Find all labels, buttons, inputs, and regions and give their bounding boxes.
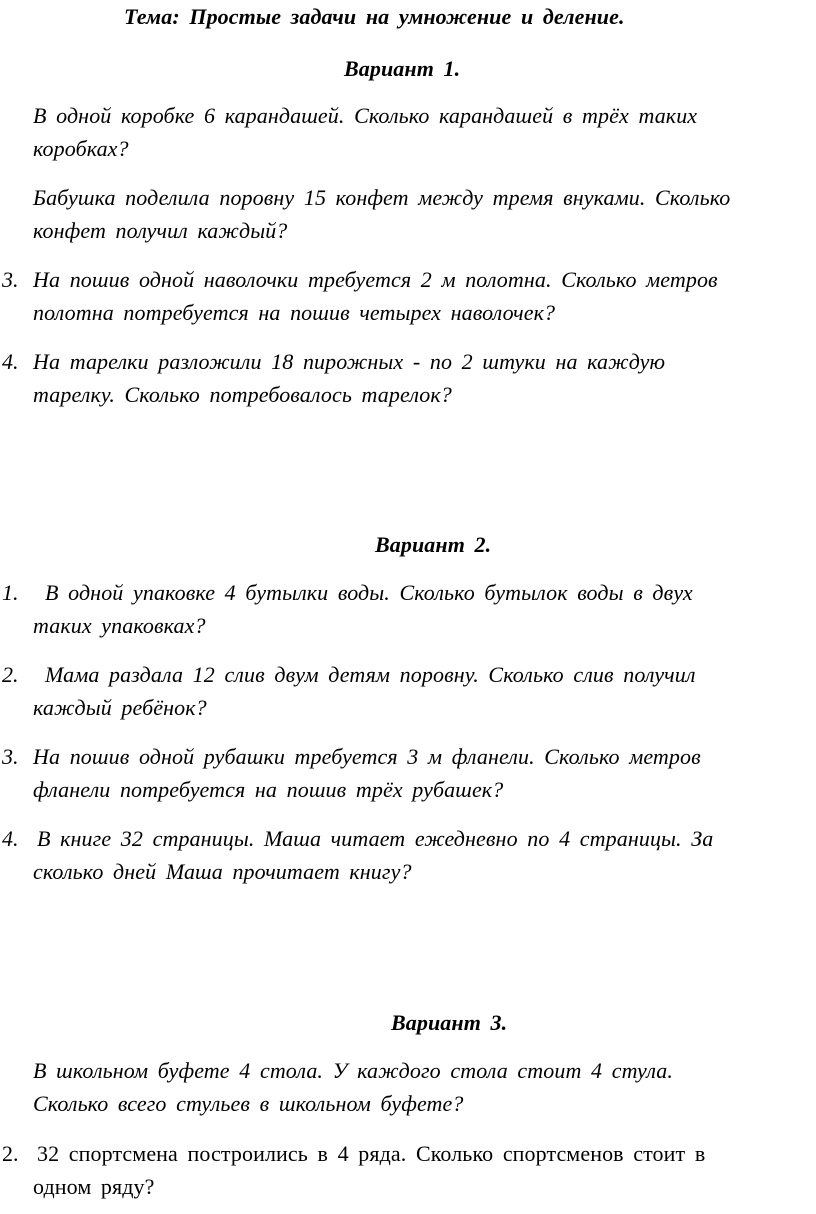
variant-1-task-2-line-2: конфет получил каждый? [33, 218, 288, 243]
page-title: Тема: Простые задачи на умножение и деление. [124, 4, 625, 29]
variant-1-heading: Вариант 1. [344, 56, 461, 81]
variant-1-task-1-line-2: коробках? [33, 136, 129, 161]
variant-2-task-1-number: 1. [2, 580, 19, 605]
variant-3-heading: Вариант 3. [391, 1010, 508, 1035]
variant-2-task-4-line-2: сколько дней Маша прочитает книгу? [33, 859, 412, 884]
variant-2-task-2-number: 2. [2, 662, 19, 687]
variant-2-task-1-line-2: таких упаковках? [33, 613, 206, 638]
variant-2-task-3-number: 3. [2, 744, 19, 769]
variant-1-task-3-number: 3. [2, 267, 19, 292]
variant-2-task-4-line-1: В книге 32 страницы. Маша читает ежедневно по 4 страницы. За [37, 826, 714, 851]
variant-3-task-2-number: 2. [2, 1141, 19, 1166]
variant-3-task-1-line-2: Сколько всего стульев в школьном буфете? [33, 1091, 464, 1116]
variant-2-task-1-line-1: В одной упаковке 4 бутылки воды. Сколько бутылок воды в двух [45, 580, 693, 605]
variant-2-task-2-line-2: каждый ребёнок? [33, 695, 207, 720]
variant-3-task-2-line-2: одном ряду? [33, 1174, 155, 1199]
variant-2-task-2-line-1: Мама раздала 12 слив двум детям поровну. Сколько слив получил [45, 662, 696, 687]
variant-2-task-4-number: 4. [2, 826, 19, 851]
variant-1-task-3-line-2: полотна потребуется на пошив четырех наволочек? [33, 300, 556, 325]
variant-1-task-2-line-1: Бабушка поделила поровну 15 конфет между тремя внуками. Сколько [33, 185, 731, 210]
variant-3-task-1-line-1: В школьном буфете 4 стола. У каждого стола стоит 4 стула. [33, 1058, 673, 1083]
variant-1-task-3-line-1: На пошив одной наволочки требуется 2 м полотна. Сколько метров [33, 267, 718, 292]
variant-1-task-4-line-2: тарелку. Сколько потребовалось тарелок? [33, 382, 452, 407]
variant-3-task-2-line-1: 32 спортсмена построились в 4 ряда. Сколько спортсменов стоит в [37, 1141, 706, 1166]
variant-1-task-1-line-1: В одной коробке 6 карандашей. Сколько карандашей в трёх таких [33, 103, 698, 128]
variant-2-heading: Вариант 2. [375, 532, 492, 557]
variant-1-task-4-number: 4. [2, 349, 19, 374]
variant-1-task-4-line-1: На тарелки разложили 18 пирожных - по 2 штуки на каждую [33, 349, 666, 374]
variant-2-task-3-line-1: На пошив одной рубашки требуется 3 м фланели. Сколько метров [33, 744, 701, 769]
variant-2-task-3-line-2: фланели потребуется на пошив трёх рубашек? [33, 777, 504, 802]
